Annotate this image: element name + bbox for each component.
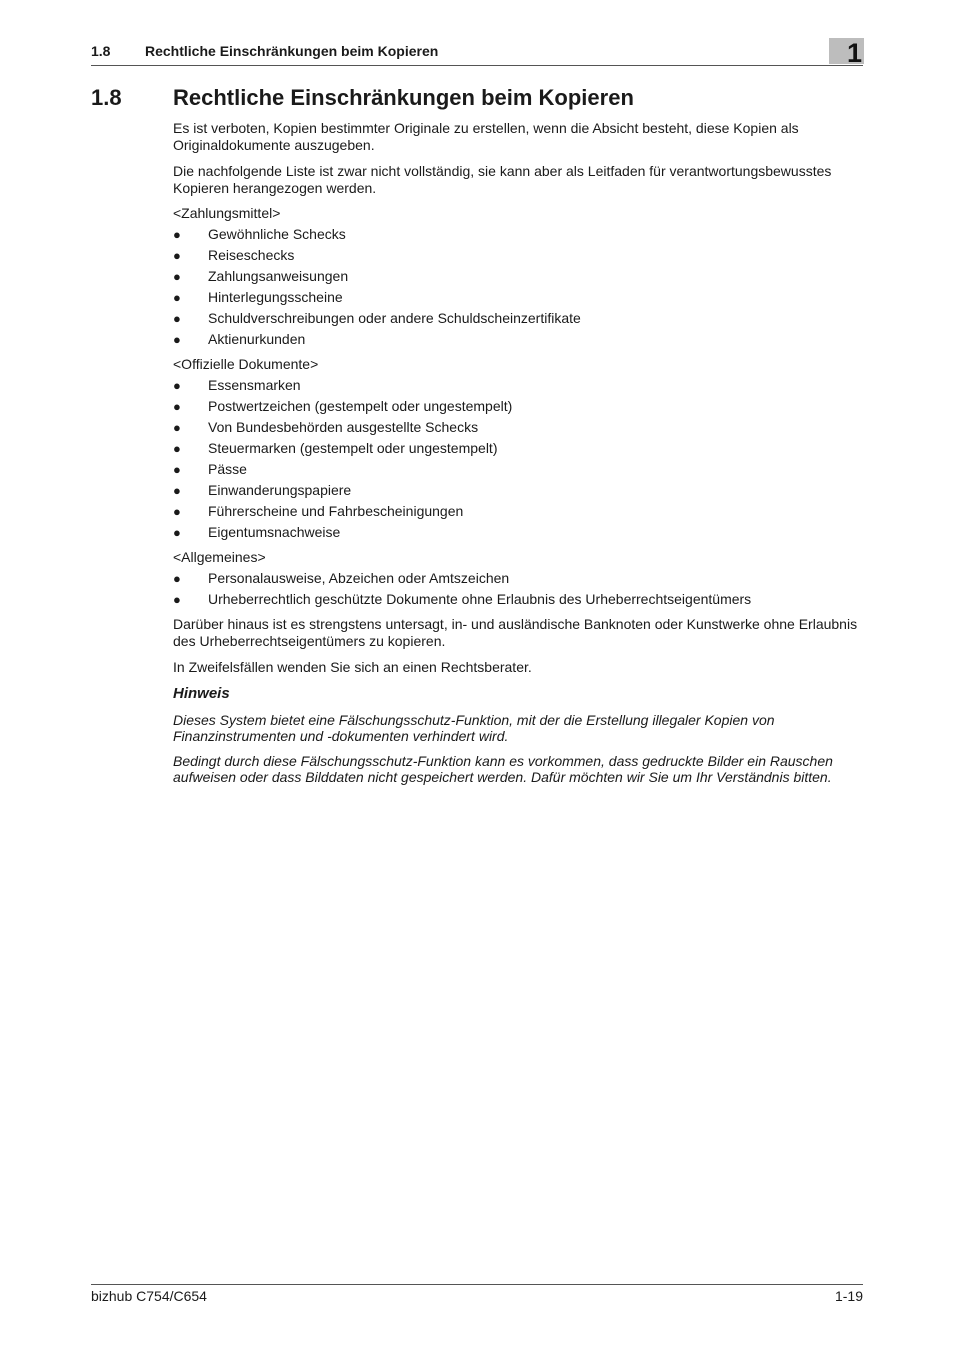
bullet-icon: ● xyxy=(173,483,181,498)
bullet-icon: ● xyxy=(173,592,181,607)
list-item-text: Personalausweise, Abzeichen oder Amtszeichen xyxy=(208,570,510,586)
list-item-text: Urheberrechtlich geschützte Dokumente ohne Erlaubnis des Urheberrechtseigentümers xyxy=(208,591,752,607)
bullet-icon: ● xyxy=(173,525,181,540)
list-item-text: Hinterlegungsscheine xyxy=(208,289,343,305)
list-item-text: Eigentumsnachweise xyxy=(208,524,341,540)
intro-paragraph: Die nachfolgende Liste ist zwar nicht vollständig, sie kann aber als Leitfaden für verantwortungsbewusstes Kopieren herangezogen werden. xyxy=(173,163,832,196)
list-item-text: Pässe xyxy=(208,461,247,477)
heading-number: 1.8 xyxy=(91,85,122,110)
list-item xyxy=(173,226,865,243)
bullet-icon: ● xyxy=(173,571,181,586)
list-item xyxy=(173,398,865,415)
list-payment xyxy=(173,226,865,348)
list-item xyxy=(173,482,865,499)
note-title: Hinweis xyxy=(173,685,230,702)
list-item xyxy=(173,570,865,587)
group-label-official: <Offizielle Dokumente> xyxy=(173,356,319,372)
bullet-icon: ● xyxy=(173,332,181,347)
list-item xyxy=(173,419,865,436)
closing-paragraph: Darüber hinaus ist es strengstens untersagt, in- und ausländische Banknoten oder Kunstwerke ohne Erlaubnis des Urheberrechtseigentümers zu kopieren. xyxy=(173,616,858,649)
list-item xyxy=(173,247,865,264)
note-paragraph: Bedingt durch diese Fälschungsschutz-Funktion kann es vorkommen, dass gedruckte Bilder ein Rauschen aufweisen oder dass Bilddaten nicht gespeichert werden. Dafür möchten wir Sie um Ihr Verständnis bitten. xyxy=(173,753,833,785)
list-item-text: Von Bundesbehörden ausgestellte Schecks xyxy=(208,419,479,435)
list-item xyxy=(173,524,865,541)
list-item-text: Steuermarken (gestempelt oder ungestempelt) xyxy=(208,440,498,456)
bullet-icon: ● xyxy=(173,441,181,456)
list-item xyxy=(173,440,865,457)
chapter-number: 1 xyxy=(846,38,862,68)
list-item xyxy=(173,461,865,478)
list-item-text: Postwertzeichen (gestempelt oder ungestempelt) xyxy=(208,398,513,414)
bullet-icon: ● xyxy=(173,462,181,477)
bullet-icon: ● xyxy=(173,269,181,284)
list-item-text: Essensmarken xyxy=(208,377,301,393)
heading-title: Rechtliche Einschränkungen beim Kopieren xyxy=(173,85,634,110)
main-content xyxy=(173,120,865,794)
header-section-title: Rechtliche Einschränkungen beim Kopieren xyxy=(145,43,439,59)
list-item-text: Reiseschecks xyxy=(208,247,295,263)
bullet-icon: ● xyxy=(173,399,181,414)
bullet-icon: ● xyxy=(173,311,181,326)
page-title xyxy=(91,84,634,112)
list-item xyxy=(173,331,865,348)
list-general xyxy=(173,570,865,608)
bullet-icon: ● xyxy=(173,378,181,393)
intro-paragraph: Es ist verboten, Kopien bestimmter Originale zu erstellen, wenn die Absicht besteht, diese Kopien als Originaldokumente auszugeben. xyxy=(173,120,799,153)
bullet-icon: ● xyxy=(173,248,181,263)
list-item xyxy=(173,377,865,394)
list-item-text: Schuldverschreibungen oder andere Schuldscheinzertifikate xyxy=(208,310,581,326)
header-section-number: 1.8 xyxy=(91,43,111,59)
list-item xyxy=(173,289,865,306)
running-footer xyxy=(91,1284,863,1309)
list-item-text: Gewöhnliche Schecks xyxy=(208,226,346,242)
list-item xyxy=(173,591,865,608)
chapter-tab xyxy=(829,38,864,68)
list-item xyxy=(173,310,865,327)
list-item-text: Zahlungsanweisungen xyxy=(208,268,349,284)
bullet-icon: ● xyxy=(173,420,181,435)
running-header xyxy=(91,38,863,68)
list-item xyxy=(173,268,865,285)
bullet-icon: ● xyxy=(173,290,181,305)
list-official xyxy=(173,377,865,541)
bullet-icon: ● xyxy=(173,504,181,519)
list-item-text: Aktienurkunden xyxy=(208,331,306,347)
footer-page-number: 1-19 xyxy=(834,1288,863,1304)
footer-product: bizhub C754/C654 xyxy=(91,1288,207,1304)
group-label-general: <Allgemeines> xyxy=(173,549,266,565)
list-item-text: Einwanderungspapiere xyxy=(208,482,352,498)
bullet-icon: ● xyxy=(173,227,181,242)
closing-paragraph: In Zweifelsfällen wenden Sie sich an einen Rechtsberater. xyxy=(173,659,532,675)
note-paragraph: Dieses System bietet eine Fälschungsschutz-Funktion, mit der die Erstellung illegaler Kopien von Finanzinstrumenten und -dokumenten verhindert wird. xyxy=(173,712,775,744)
list-item xyxy=(173,503,865,520)
group-label-payment: <Zahlungsmittel> xyxy=(173,205,281,221)
list-item-text: Führerscheine und Fahrbescheinigungen xyxy=(208,503,464,519)
